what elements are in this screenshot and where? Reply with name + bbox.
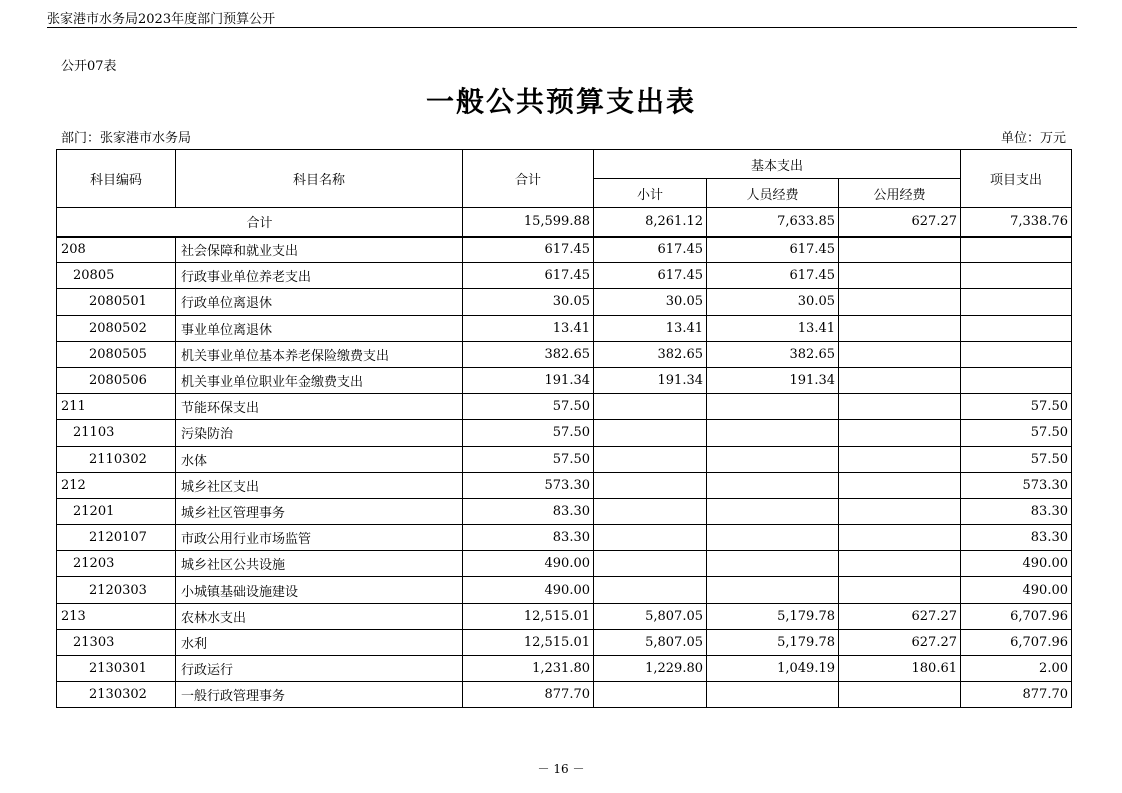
personnel-cell <box>707 525 839 551</box>
subtotal-cell: 30.05 <box>594 289 707 315</box>
public-cell <box>839 341 961 367</box>
total-public-cell: 627.27 <box>839 208 961 237</box>
personnel-cell <box>707 420 839 446</box>
public-cell <box>839 420 961 446</box>
subject-name-cell: 小城镇基础设施建设 <box>176 577 463 603</box>
header-subtotal: 小计 <box>594 179 707 208</box>
total-cell: 382.65 <box>463 341 594 367</box>
table-row <box>57 289 1072 315</box>
project-cell: 57.50 <box>961 446 1072 472</box>
subtotal-cell <box>594 551 707 577</box>
subject-name-cell: 机关事业单位职业年金缴费支出 <box>176 367 463 393</box>
total-project-cell: 7,338.76 <box>961 208 1072 237</box>
subject-name-cell: 水利 <box>176 629 463 655</box>
project-cell: 6,707.96 <box>961 603 1072 629</box>
table-row <box>57 551 1072 577</box>
header-name: 科目名称 <box>176 150 463 208</box>
table-row <box>57 394 1072 420</box>
subtotal-cell: 1,229.80 <box>594 656 707 682</box>
subtotal-cell: 617.45 <box>594 263 707 289</box>
page-number: － 16 － <box>537 762 585 776</box>
subject-name-cell: 水体 <box>176 446 463 472</box>
subject-code-cell: 213 <box>57 603 176 629</box>
department-label: 部门：张家港市水务局 <box>61 131 192 146</box>
subject-name-cell: 行政运行 <box>176 656 463 682</box>
table-header-row <box>57 150 1072 179</box>
subject-code-cell: 2110302 <box>57 446 176 472</box>
table-row <box>57 498 1072 524</box>
public-cell <box>839 394 961 420</box>
total-cell: 30.05 <box>463 289 594 315</box>
header-code: 科目编码 <box>57 150 176 208</box>
project-cell: 83.30 <box>961 498 1072 524</box>
public-cell <box>839 446 961 472</box>
table-row <box>57 367 1072 393</box>
personnel-cell <box>707 394 839 420</box>
project-cell: 83.30 <box>961 525 1072 551</box>
personnel-cell <box>707 446 839 472</box>
personnel-cell <box>707 682 839 708</box>
table-row <box>57 263 1072 289</box>
subject-name-cell: 行政事业单位养老支出 <box>176 263 463 289</box>
subtotal-cell <box>594 472 707 498</box>
header-divider <box>47 27 1077 28</box>
subject-code-cell: 211 <box>57 394 176 420</box>
project-cell: 6,707.96 <box>961 629 1072 655</box>
personnel-cell: 1,049.19 <box>707 656 839 682</box>
project-cell <box>961 341 1072 367</box>
subject-code-cell: 2120107 <box>57 525 176 551</box>
subtotal-cell <box>594 446 707 472</box>
public-cell <box>839 525 961 551</box>
subject-name-cell: 农林水支出 <box>176 603 463 629</box>
public-cell <box>839 315 961 341</box>
subject-name-cell: 行政单位离退休 <box>176 289 463 315</box>
unit-label: 单位：万元 <box>1000 131 1066 146</box>
public-cell <box>839 551 961 577</box>
subtotal-cell <box>594 525 707 551</box>
public-cell <box>839 682 961 708</box>
budget-table <box>56 149 1072 708</box>
document-header: 张家港市水务局2023年度部门预算公开 <box>47 12 276 27</box>
table-row <box>57 629 1072 655</box>
personnel-cell <box>707 472 839 498</box>
subject-code-cell: 2080505 <box>57 341 176 367</box>
table-row <box>57 682 1072 708</box>
total-cell: 191.34 <box>463 367 594 393</box>
header-public: 公用经费 <box>839 179 961 208</box>
table-row <box>57 237 1072 263</box>
subject-name-cell: 事业单位离退休 <box>176 315 463 341</box>
total-cell: 877.70 <box>463 682 594 708</box>
total-cell: 15,599.88 <box>463 208 594 237</box>
subject-name-cell: 城乡社区公共设施 <box>176 551 463 577</box>
subtotal-cell: 191.34 <box>594 367 707 393</box>
subtotal-cell: 617.45 <box>594 237 707 263</box>
public-cell <box>839 367 961 393</box>
header-personnel: 人员经费 <box>707 179 839 208</box>
public-cell <box>839 289 961 315</box>
subject-name-cell: 一般行政管理事务 <box>176 682 463 708</box>
total-cell: 57.50 <box>463 420 594 446</box>
subject-code-cell: 2130301 <box>57 656 176 682</box>
subtotal-cell <box>594 577 707 603</box>
table-row <box>57 420 1072 446</box>
total-cell: 490.00 <box>463 577 594 603</box>
subtotal-cell <box>594 420 707 446</box>
table-row <box>57 472 1072 498</box>
public-cell <box>839 577 961 603</box>
personnel-cell <box>707 498 839 524</box>
subject-name-cell: 污染防治 <box>176 420 463 446</box>
table-row <box>57 341 1072 367</box>
total-row <box>57 208 1072 237</box>
total-cell: 1,231.80 <box>463 656 594 682</box>
total-cell: 83.30 <box>463 498 594 524</box>
subtotal-cell <box>594 498 707 524</box>
public-cell <box>839 498 961 524</box>
personnel-cell: 30.05 <box>707 289 839 315</box>
total-cell: 12,515.01 <box>463 603 594 629</box>
subject-name-cell: 城乡社区管理事务 <box>176 498 463 524</box>
table-row <box>57 446 1072 472</box>
total-cell: 617.45 <box>463 237 594 263</box>
subject-code-cell: 21203 <box>57 551 176 577</box>
subject-code-cell: 208 <box>57 237 176 263</box>
public-cell: 627.27 <box>839 629 961 655</box>
header-project: 项目支出 <box>961 150 1072 208</box>
header-total: 合计 <box>463 150 594 208</box>
personnel-cell <box>707 577 839 603</box>
table-row <box>57 603 1072 629</box>
public-cell: 627.27 <box>839 603 961 629</box>
subject-code-cell: 21201 <box>57 498 176 524</box>
table-row <box>57 315 1072 341</box>
personnel-cell: 13.41 <box>707 315 839 341</box>
subtotal-cell: 5,807.05 <box>594 603 707 629</box>
subtotal-cell <box>594 682 707 708</box>
subtotal-cell: 5,807.05 <box>594 629 707 655</box>
subject-code-cell: 212 <box>57 472 176 498</box>
project-cell: 490.00 <box>961 577 1072 603</box>
subject-code-cell: 2080506 <box>57 367 176 393</box>
public-cell <box>839 472 961 498</box>
total-cell: 490.00 <box>463 551 594 577</box>
total-personnel-cell: 7,633.85 <box>707 208 839 237</box>
total-label: 合计 <box>57 208 463 237</box>
personnel-cell: 5,179.78 <box>707 629 839 655</box>
project-cell <box>961 289 1072 315</box>
project-cell: 877.70 <box>961 682 1072 708</box>
subject-code-cell: 2120303 <box>57 577 176 603</box>
table-number: 公开07表 <box>61 59 117 74</box>
personnel-cell: 382.65 <box>707 341 839 367</box>
public-cell: 180.61 <box>839 656 961 682</box>
total-subtotal-cell: 8,261.12 <box>594 208 707 237</box>
total-cell: 13.41 <box>463 315 594 341</box>
table-row <box>57 656 1072 682</box>
subject-code-cell: 20805 <box>57 263 176 289</box>
subject-code-cell: 21303 <box>57 629 176 655</box>
total-cell: 617.45 <box>463 263 594 289</box>
total-cell: 57.50 <box>463 394 594 420</box>
header-basic: 基本支出 <box>594 150 961 179</box>
project-cell <box>961 237 1072 263</box>
subtotal-cell: 382.65 <box>594 341 707 367</box>
project-cell <box>961 367 1072 393</box>
personnel-cell: 191.34 <box>707 367 839 393</box>
project-cell <box>961 263 1072 289</box>
subject-code-cell: 21103 <box>57 420 176 446</box>
page-title: 一般公共预算支出表 <box>425 85 696 118</box>
subject-code-cell: 2080502 <box>57 315 176 341</box>
project-cell: 57.50 <box>961 394 1072 420</box>
personnel-cell: 617.45 <box>707 237 839 263</box>
subtotal-cell: 13.41 <box>594 315 707 341</box>
project-cell: 490.00 <box>961 551 1072 577</box>
total-cell: 83.30 <box>463 525 594 551</box>
subject-name-cell: 社会保障和就业支出 <box>176 237 463 263</box>
public-cell <box>839 237 961 263</box>
subject-code-cell: 2080501 <box>57 289 176 315</box>
subject-name-cell: 机关事业单位基本养老保险缴费支出 <box>176 341 463 367</box>
table-row <box>57 577 1072 603</box>
subject-code-cell: 2130302 <box>57 682 176 708</box>
total-cell: 57.50 <box>463 446 594 472</box>
personnel-cell <box>707 551 839 577</box>
table-row <box>57 525 1072 551</box>
project-cell: 573.30 <box>961 472 1072 498</box>
project-cell: 57.50 <box>961 420 1072 446</box>
personnel-cell: 5,179.78 <box>707 603 839 629</box>
subject-name-cell: 市政公用行业市场监管 <box>176 525 463 551</box>
total-cell: 573.30 <box>463 472 594 498</box>
project-cell: 2.00 <box>961 656 1072 682</box>
public-cell <box>839 263 961 289</box>
subject-name-cell: 节能环保支出 <box>176 394 463 420</box>
subtotal-cell <box>594 394 707 420</box>
project-cell <box>961 315 1072 341</box>
personnel-cell: 617.45 <box>707 263 839 289</box>
subject-name-cell: 城乡社区支出 <box>176 472 463 498</box>
total-cell: 12,515.01 <box>463 629 594 655</box>
